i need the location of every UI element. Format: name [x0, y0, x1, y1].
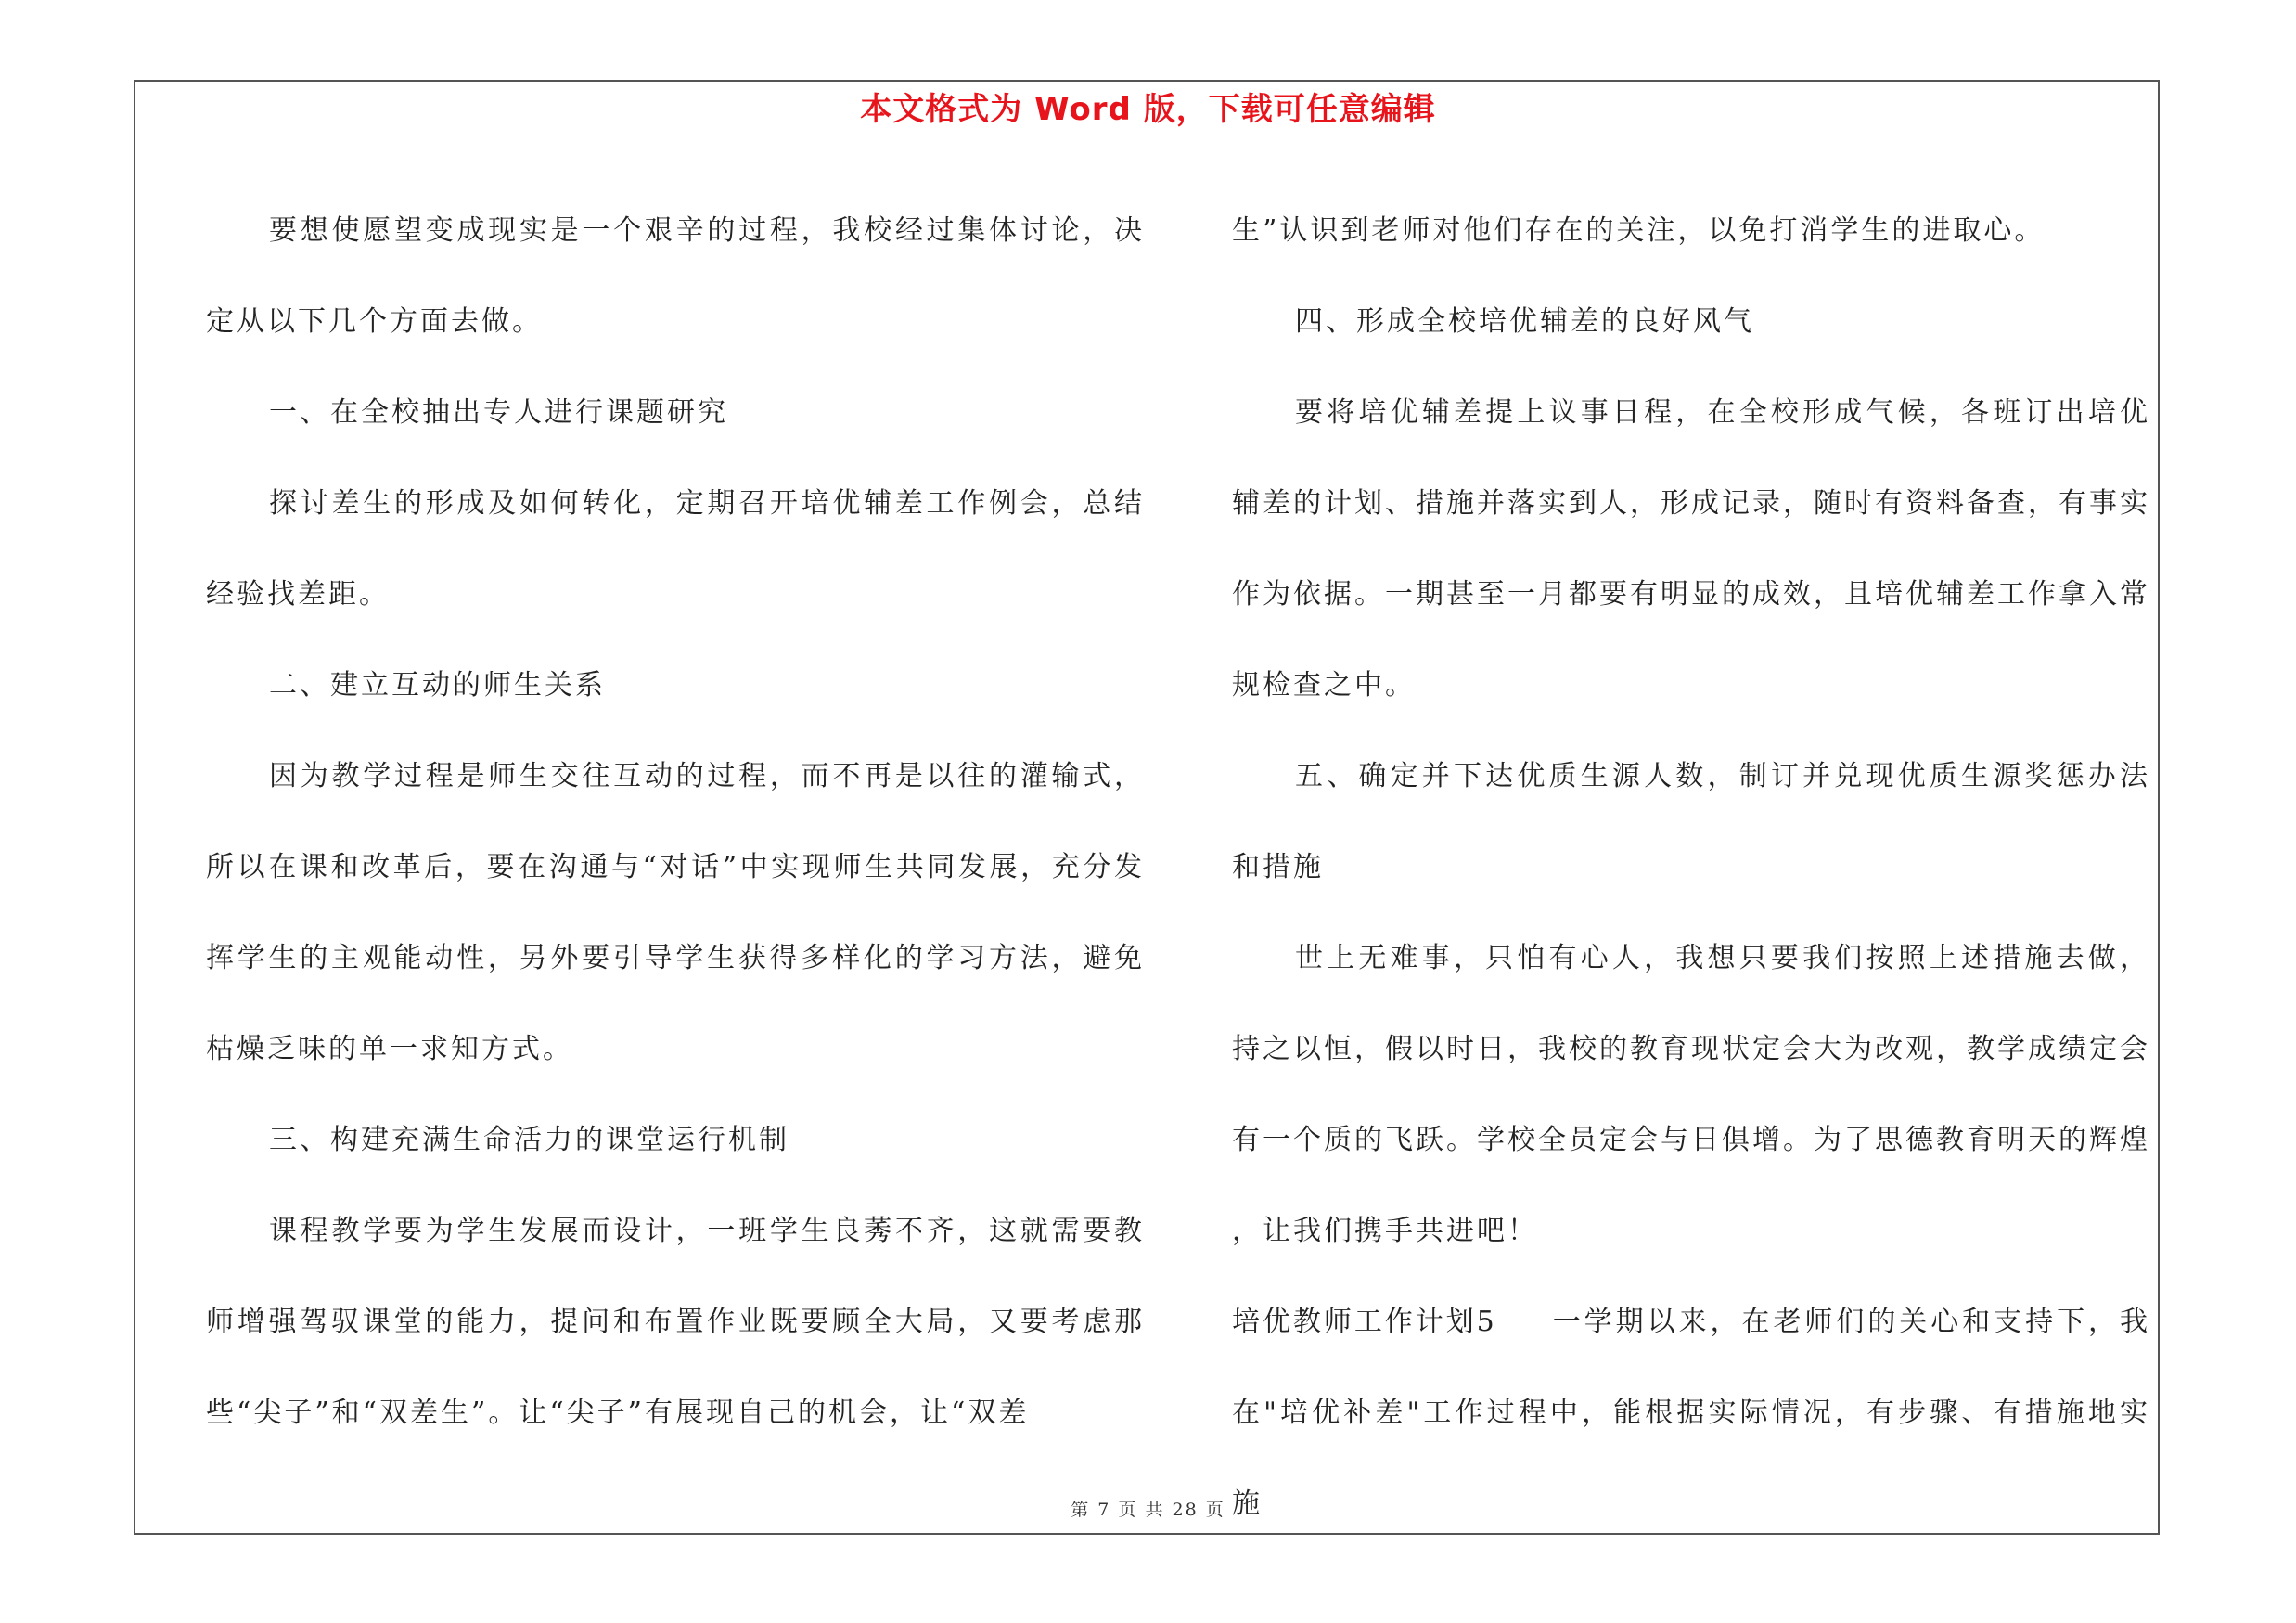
section-heading-1: 一、在全校抽出专人进行课题研究: [269, 396, 728, 429]
paragraph-section-1: 探讨差生的形成及如何转化，定期召开培优辅差工作例会，总结经验找差距。: [206, 487, 1145, 611]
paragraph-intro: 要想使愿望变成现实是一个艰辛的过程，我校经过集体讨论，决定从以下几个方面去做。: [206, 214, 1145, 338]
right-column: [1232, 186, 2150, 1550]
section-heading-2: 二、建立互动的师生关系: [269, 669, 606, 702]
plan-text: 一学期以来，在老师们的关心和支持下，我在"培优补差"工作过程中，能根据实际情况，有步骤、有措施地实施: [1232, 1306, 2150, 1520]
paragraph-conclusion: 世上无难事，只怕有心人，我想只要我们按照上述措施去做，持之以恒，假以时日，我校的教育现状定会大为改观，教学成绩定会有一个质的飞跃。学校全员定会与日俱增。为了思德教育明天的辉煌，让我们携手共进吧！: [1232, 942, 2150, 1247]
paragraph-continuation: 生”认识到老师对他们存在的关注，以免打消学生的进取心。: [1232, 214, 2046, 247]
format-banner: [0, 84, 2296, 129]
section-heading-5: 五、确定并下达优质生源人数，制订并兑现优质生源奖惩办法和措施: [1232, 760, 2150, 883]
paragraph-section-2: 因为教学过程是师生交往互动的过程，而不再是以往的灌输式，所以在课和改革后，要在沟通与“对话”中实现师生共同发展，充分发挥学生的主观能动性，另外要引导学生获得多样化的学习方法，避免枯燥乏味的单一求知方式。: [206, 760, 1145, 1065]
banner-text: 本文格式为 Word 版，下载可任意编辑: [860, 91, 1436, 128]
page-number: 第 7 页 共 28 页: [1071, 1500, 1225, 1520]
paragraph-section-3: 课程教学要为学生发展而设计，一班学生良莠不齐，这就需要教师增强驾驭课堂的能力，提问和布置作业既要顾全大局，又要考虑那些“尖子”和“双差生”。让“尖子”有展现自己的机会，让“双差: [206, 1215, 1145, 1429]
section-heading-3: 三、构建充满生命活力的课堂运行机制: [269, 1124, 789, 1156]
section-heading-4: 四、形成全校培优辅差的良好风气: [1295, 305, 1754, 338]
page-footer: [0, 1496, 2296, 1521]
paragraph-section-4: 要将培优辅差提上议事日程，在全校形成气候，各班订出培优辅差的计划、措施并落实到人，形成记录，随时有资料备查，有事实作为依据。一期甚至一月都要有明显的成效，且培优辅差工作拿入常规检查之中。: [1232, 396, 2150, 702]
plan-heading: 培优教师工作计划5: [1232, 1306, 1496, 1338]
left-column: [206, 186, 1145, 1459]
